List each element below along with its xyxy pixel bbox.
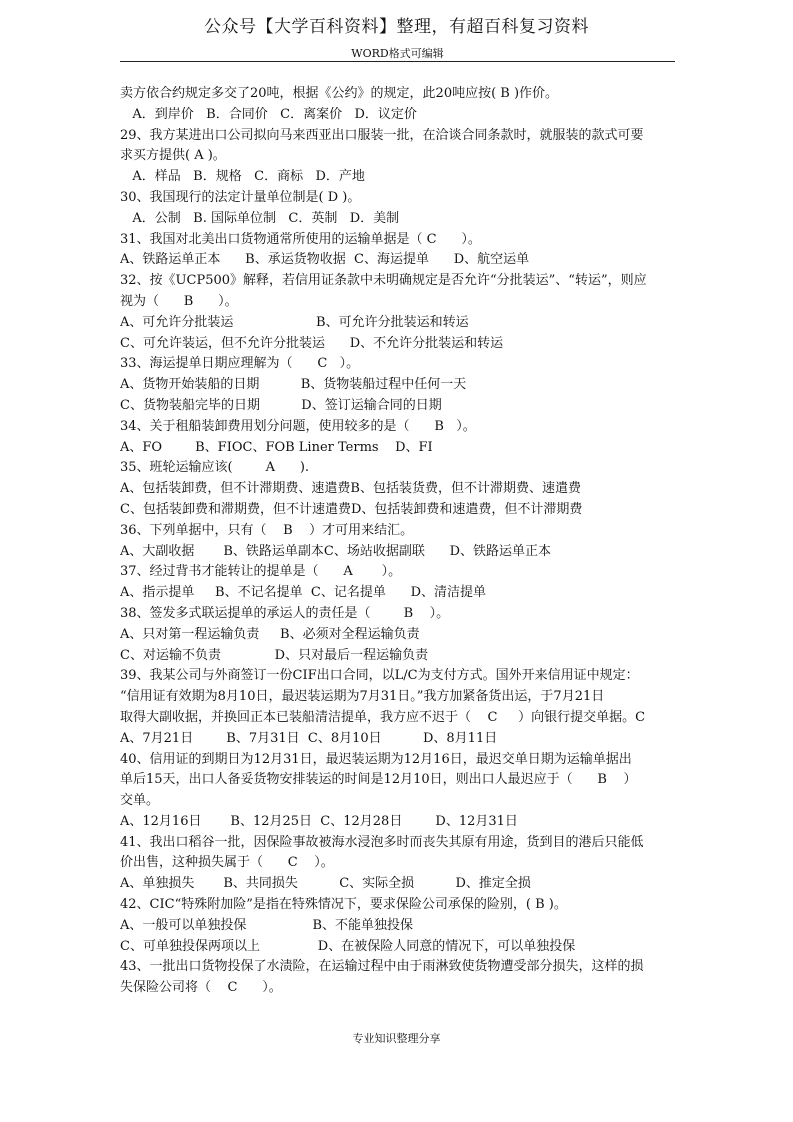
page-footer: 专业知识整理分享 (352, 1032, 441, 1045)
header-divider (120, 61, 675, 62)
text-line: 31、我国对北美出口货物通常所使用的运输单据是（ C ）。 (120, 231, 481, 247)
header-subtitle: WORD格式可编辑 (351, 47, 444, 60)
header-title: 公众号【大学百科资料】整理，有超百科复习资料 (204, 17, 589, 37)
text-line: 30、我国现行的法定计量单位制是( D )。 (120, 189, 361, 205)
text-line: 失保险公司将（ C ）。 (120, 980, 282, 996)
text-line: C、可单独投保两项以上 D、在被保险人同意的情况下，可以单独投保 (120, 938, 576, 954)
text-line: 36、下列单据中，只有（ B ）才可用来结汇。 (120, 522, 414, 538)
text-line: A、7月21日 B、7月31日 C、8月10日 D、8月11日 (120, 730, 498, 746)
text-line: 42、CIC“特殊附加险”是指在特殊情况下，要求保险公司承保的险别，( B )。 (120, 897, 567, 913)
text-line: 交单。 (120, 793, 160, 809)
document-body (120, 84, 680, 999)
text-line: 价出售，这种损失属于（ C ）。 (120, 855, 334, 871)
text-line: A、大副收据 B、铁路运单副本C、场站收据副联 D、铁路运单正本 (120, 543, 552, 559)
text-line: 32、按《UCP500》解释，若信用证条款中未明确规定是否允许“分批装运”、“转运”，则应 (120, 273, 647, 289)
text-line: C、包括装卸费和滞期费，但不计速遣费D、包括装卸费和速遣费，但不计滞期费 (120, 501, 583, 517)
text-line: A、只对第一程运输负责 B、必须对全程运输负责 (120, 626, 420, 642)
text-line: A、指示提单 B、不记名提单 C、记名提单 D、清洁提单 (120, 585, 487, 601)
text-line: A、铁路运单正本 B、承运货物收据 C、海运提单 D、航空运单 (120, 252, 530, 268)
text-line: A．样品 B．规格 C．商标 D．产地 (120, 169, 365, 185)
text-line: 37、经过背书才能转让的提单是（ A ）。 (120, 564, 402, 580)
text-line: A、可允许分批装运 B、可允许分批装运和转运 (120, 314, 469, 330)
text-line: 求买方提供( A )。 (120, 148, 226, 164)
text-line: 40、信用证的到期日为12月31日，最迟装运期为12月16日，最迟交单日期为运输单据出 (120, 751, 632, 767)
text-line: A、FO B、FIOC、FOB Liner Terms D、FI (120, 439, 433, 455)
text-line: C、货物装船完毕的日期 D、签订运输合同的日期 (120, 397, 442, 413)
text-line: A．到岸价 B．合同价 C．离案价 D．议定价 (120, 106, 417, 122)
text-line: 视为（ B ）。 (120, 293, 238, 309)
text-line: 取得大副收据，并换回正本已装船清洁提单，我方应不迟于（ C ）向银行提交单据。C (120, 709, 646, 725)
text-line: A、一般可以单独投保 B、不能单独投保 (120, 917, 414, 933)
text-line: “信用证有效期为8月10日，最迟装运期为7月31日。”我方加紧备货出运，于7月21日 (120, 689, 605, 705)
text-line: A、单独损失 B、共同损失 C、实际全损 D、推定全损 (120, 876, 531, 892)
text-line: C、可允许装运，但不允许分批装运 D、不允许分批装运和转运 (120, 335, 504, 351)
text-line: 35、班轮运输应该( A ). (120, 460, 310, 476)
text-line: 34、关于租船装卸费用划分问题，使用较多的是（ B ）。 (120, 418, 476, 434)
text-line: C、对运输不负责 D、只对最后一程运输负责 (120, 647, 429, 663)
text-line: 单后15天，出口人备妥货物安排装运的时间是12月10日，则出口人最迟应于（ B ） (120, 772, 637, 788)
text-line: A．公制 B. 国际单位制 C．英制 D．美制 (120, 210, 400, 226)
text-line: 33、海运提单日期应理解为（ C ）。 (120, 356, 360, 372)
text-line: 29、我方某进出口公司拟向马来西亚出口服装一批，在洽谈合同条款时，就服装的款式可要 (120, 127, 644, 143)
text-line: 卖方依合约规定多交了20吨，根据《公约》的规定，此20吨应按( B )作价。 (120, 86, 559, 101)
text-line: A、12月16日 B、12月25日 C、12月28日 D、12月31日 (120, 813, 518, 829)
text-line: 43、一批出口货物投保了水渍险，在运输过程中由于雨淋致使货物遭受部分损失，这样的损 (120, 959, 644, 975)
text-line: A、货物开始装船的日期 B、货物装船过程中任何一天 (120, 377, 467, 393)
text-line: 39、我某公司与外商签订一份CIF出口合同，以L/C为支付方式。国外开来信用证中规定： (120, 668, 639, 684)
text-line: A、包括装卸费，但不计滞期费、速遣费B、包括装货费，但不计滞期费、速遣费 (120, 481, 581, 497)
text-line: 38、签发多式联运提单的承运人的责任是（ B ）。 (120, 605, 450, 621)
text-line: 41、我出口稻谷一批，因保险事故被海水浸泡多时而丧失其原有用途，货到目的港后只能低 (120, 834, 644, 850)
